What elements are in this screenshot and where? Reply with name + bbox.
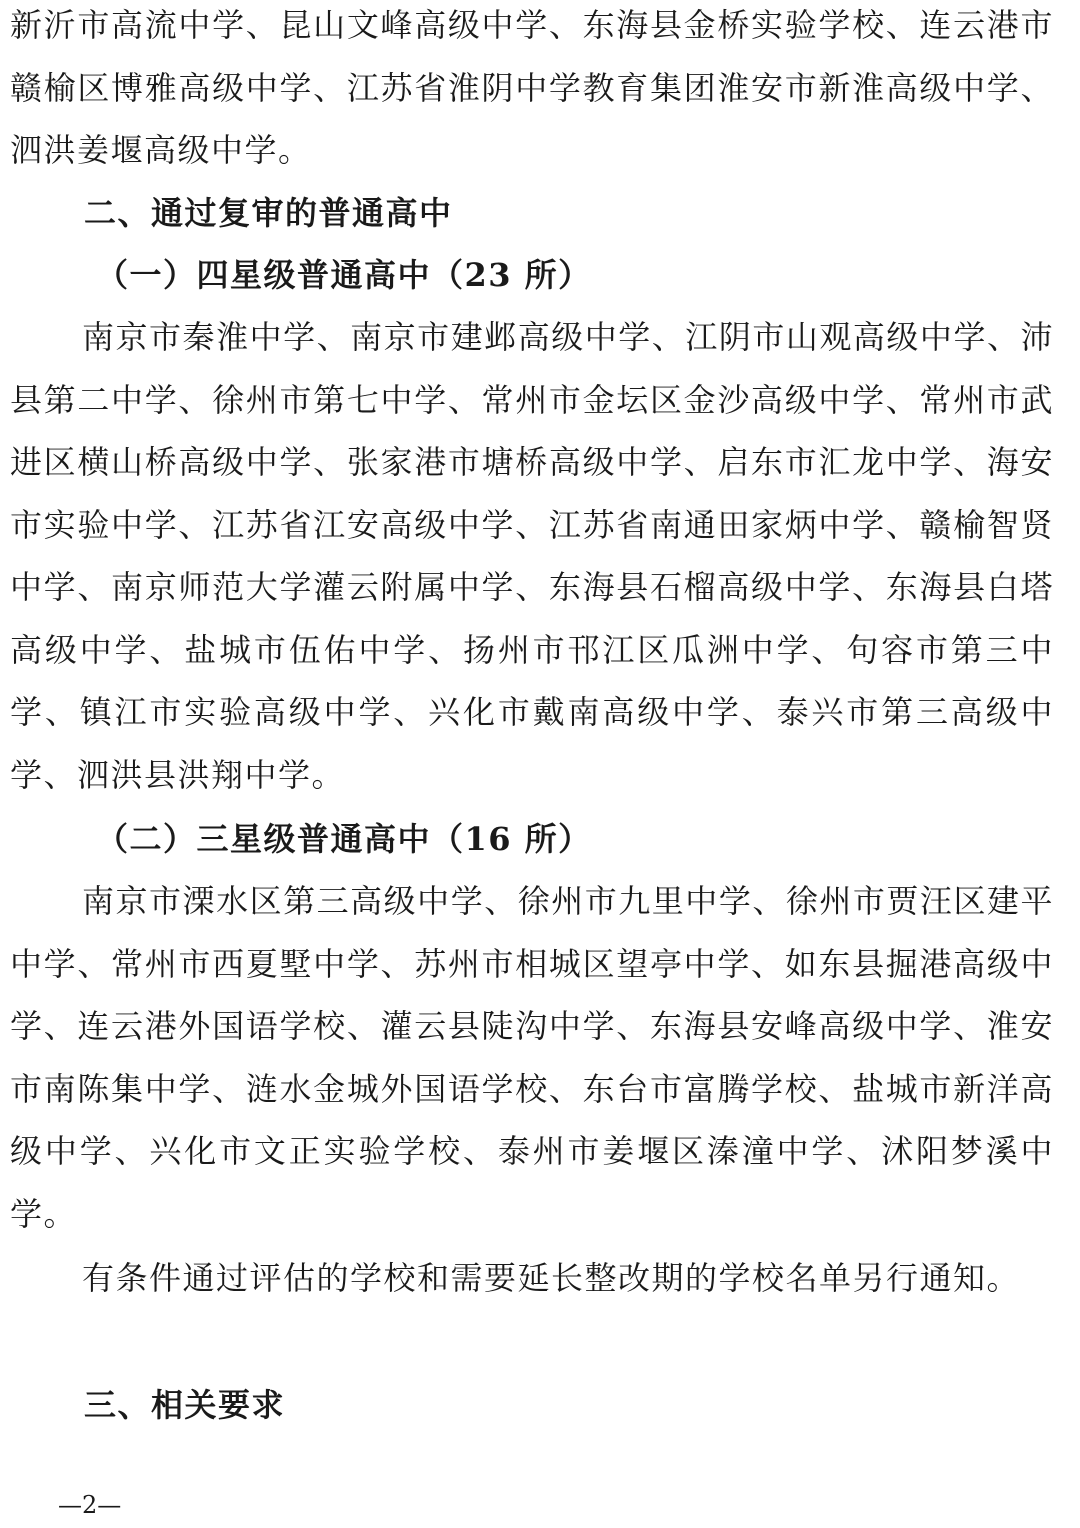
three-star-school-list: 南京市溧水区第三高级中学、徐州市九里中学、徐州市贾汪区建平中学、常州市西夏墅中学、苏州市相城区望亭中学、如东县掘港高级中学、连云港外国语学校、灌云县陡沟中学、东海县安峰高级中学、淮安市南陈集中学、涟水金城外国语学校、东台市富腾学校、盐城市新洋高级中学、兴化市文正实验学校、泰州市姜堰区溱潼中学、沭阳梦溪中学。 <box>10 882 1054 1233</box>
section-three-heading: 三、相关要求 <box>84 1386 286 1424</box>
intro-paragraph: 新沂市高流中学、昆山文峰高级中学、东海县金桥实验学校、连云港市赣榆区博雅高级中学、江苏省淮阴中学教育集团淮安市新淮高级中学、泗洪姜堰高级中学。 <box>10 6 1054 169</box>
page-number: —2— <box>58 1491 122 1519</box>
four-star-school-list: 南京市秦淮中学、南京市建邺高级中学、江阴市山观高级中学、沛县第二中学、徐州市第七中学、常州市金坛区金沙高级中学、常州市武进区横山桥高级中学、张家港市塘桥高级中学、启东市汇龙中学、海安市实验中学、江苏省江安高级中学、江苏省南通田家炳中学、赣榆智贤中学、南京师范大学灌云附属中学、东海县石榴高级中学、东海县白塔高级中学、盐城市伍佑中学、扬州市邗江区瓜洲中学、句容市第三中学、镇江市实验高级中学、兴化市戴南高级中学、泰兴市第三高级中学、泗洪县洪翔中学。 <box>10 318 1054 794</box>
notice-paragraph: 有条件通过评估的学校和需要延长整改期的学校名单另行通知。 <box>82 1259 1021 1297</box>
section-two-heading: 二、通过复审的普通高中 <box>84 194 453 232</box>
three-star-heading: （二）三星级普通高中（16 所） <box>96 820 592 858</box>
four-star-heading: （一）四星级普通高中（23 所） <box>96 256 592 294</box>
